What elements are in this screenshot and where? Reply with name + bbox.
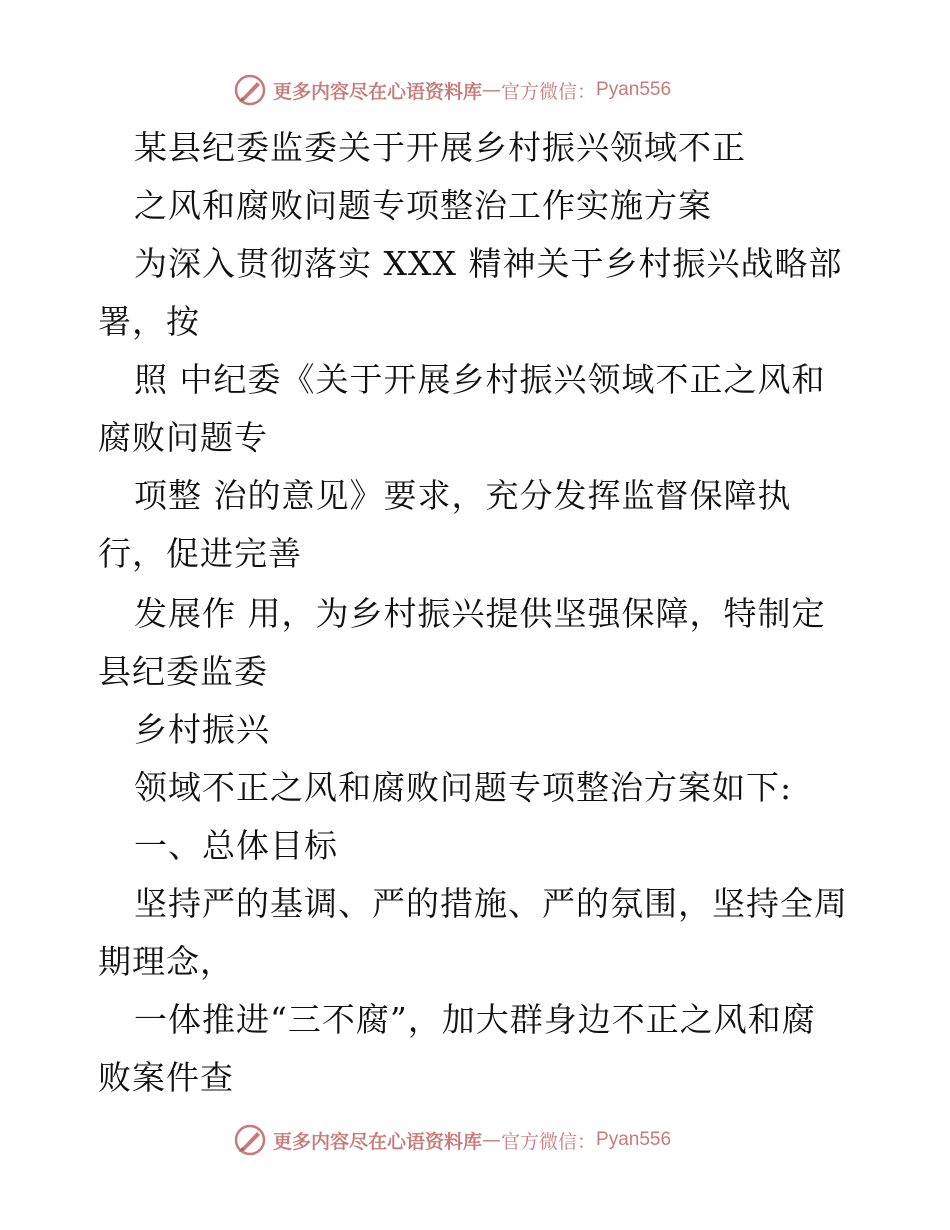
watermark-separator: — (482, 79, 502, 101)
watermark-wechat-label: 官方微信： (501, 80, 597, 103)
watermark-text: 更多内容尽在心语资料库 (273, 80, 483, 103)
watermark-wechat-id: Pyan556 (596, 1129, 672, 1150)
paragraph-line: 发展作 用，为乡村振兴提供坚强保障，特制定 (134, 594, 826, 633)
watermark-separator: — (482, 1129, 502, 1151)
paragraph-line: 照 中纪委《关于开展乡村振兴领域不正之风和 (134, 360, 826, 399)
paragraph-line: 县纪委监委 (98, 652, 268, 691)
paragraph-line: 领域不正之风和腐败问题专项整治方案如下: (134, 768, 793, 807)
pen-logo-icon (233, 1123, 267, 1157)
paragraph-line: 败案件查 (98, 1058, 234, 1097)
paragraph-line: 乡村振兴 (134, 710, 270, 749)
section-heading: 一、总体目标 (134, 826, 338, 865)
paragraph-line: 署，按 (98, 302, 200, 341)
pen-logo-icon (233, 73, 267, 107)
watermark-text: 更多内容尽在心语资料库 (273, 1130, 483, 1153)
document-title-line-2: 之风和腐败问题专项整治工作实施方案 (134, 186, 712, 225)
watermark-wechat-id: Pyan556 (596, 79, 672, 100)
paragraph-line: 为深入贯彻落实 XXX 精神关于乡村振兴战略部 (134, 244, 843, 283)
footer-watermark (233, 1122, 671, 1158)
paragraph-line: 行，促进完善 (98, 534, 302, 573)
document-title-line-1: 某县纪委监委关于开展乡村振兴领域不正 (134, 128, 746, 167)
paragraph-line: 一体推进“三不腐”，加大群身边不正之风和腐 (134, 1000, 816, 1039)
paragraph-line: 期理念， (98, 942, 234, 981)
paragraph-line: 坚持严的基调、严的措施、严的氛围，坚持全周 (134, 884, 848, 923)
header-watermark (233, 72, 671, 108)
paragraph-line: 腐败问题专 (98, 418, 268, 457)
paragraph-line: 项整 治的意见》要求，充分发挥监督保障执 (134, 476, 792, 515)
watermark-wechat-label: 官方微信： (501, 1130, 597, 1153)
